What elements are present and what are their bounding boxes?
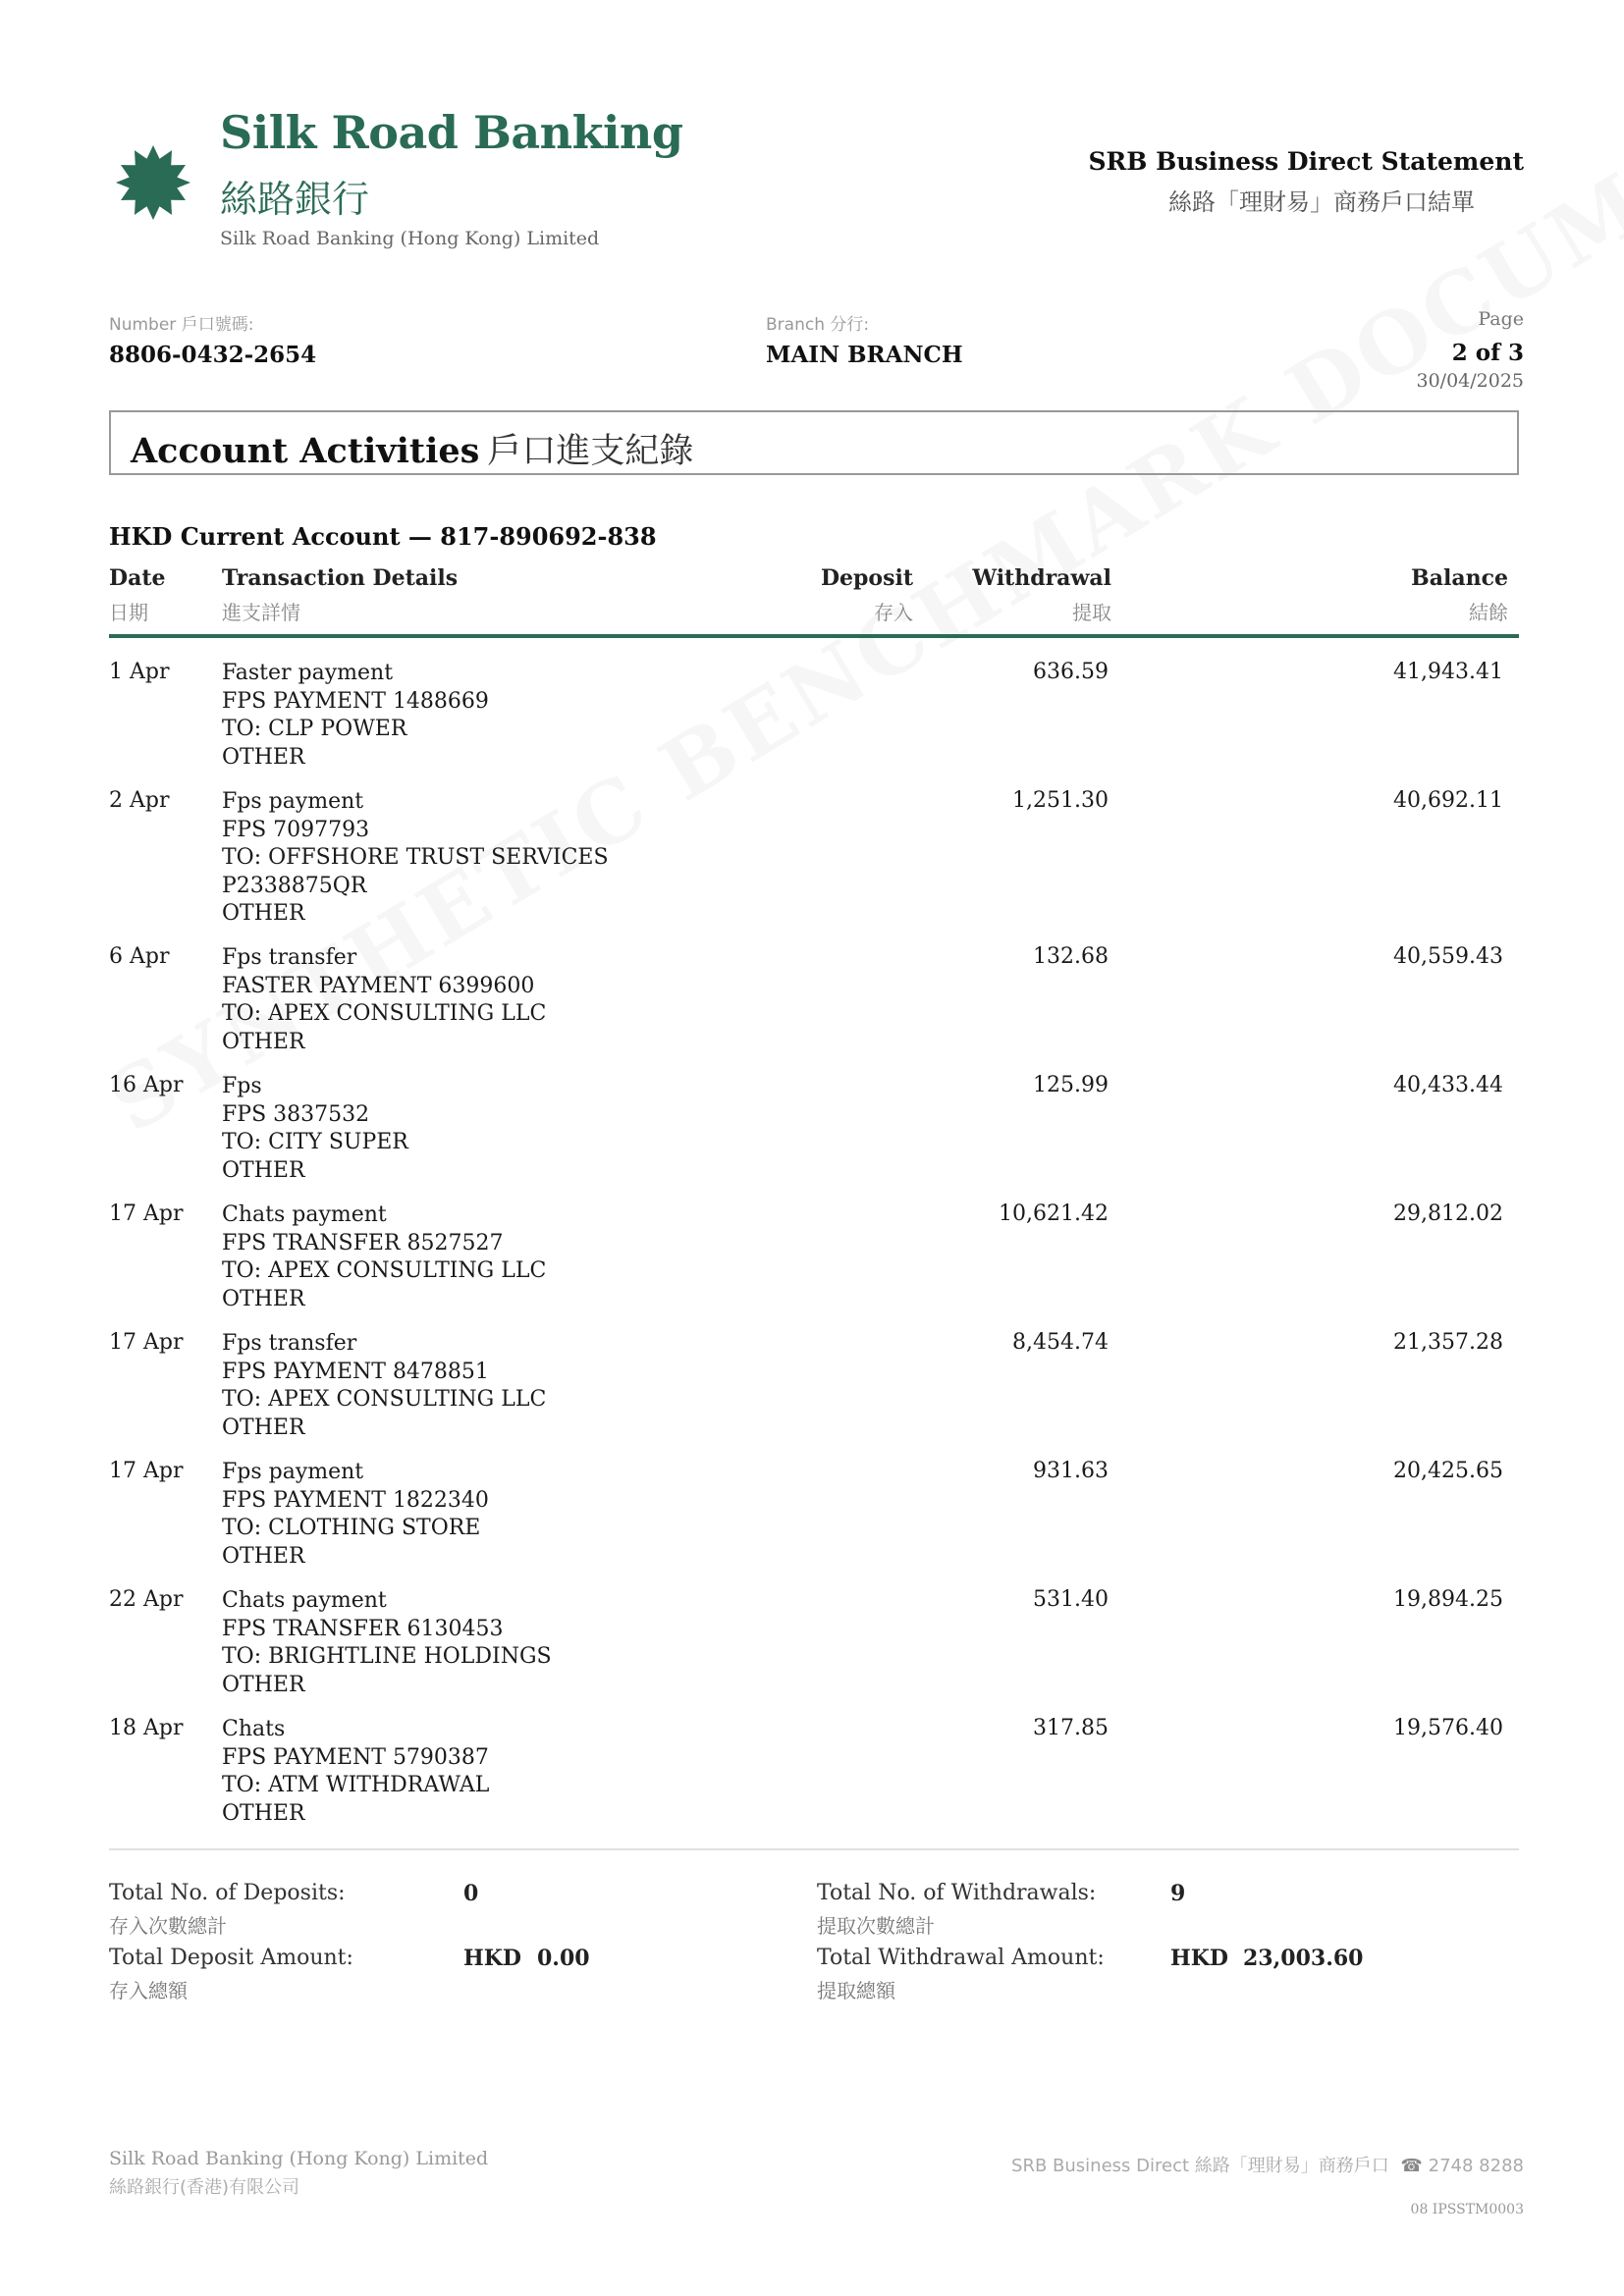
detail-line: Fps transfer [222, 945, 357, 970]
total-deposits-count-label-cn: 存入次數總計 [109, 1914, 227, 1938]
section-title-box [109, 410, 1519, 475]
detail-line: OTHER [222, 1029, 305, 1054]
account-number-label: Number 戶口號碼: [109, 315, 254, 335]
row-withdrawal: 1,251.30 [1012, 788, 1109, 813]
detail-line: OTHER [222, 901, 305, 926]
brand-name-cn: 絲路銀行 [220, 178, 370, 221]
detail-line: Faster payment [222, 661, 394, 685]
account-heading: HKD Current Account — 817-890692-838 [109, 522, 657, 551]
column-header-deposit: Deposit [820, 565, 913, 591]
brand-name: Silk Road Banking [220, 106, 683, 159]
row-balance: 19,576.40 [1393, 1716, 1503, 1740]
detail-line: FPS PAYMENT 8478851 [222, 1359, 489, 1384]
statement-title: SRB Business Direct Statement [1088, 147, 1524, 176]
column-header-date: Date [109, 565, 166, 591]
section-title [131, 424, 693, 473]
row-date: 17 Apr [109, 1459, 184, 1483]
detail-line: TO: CLP POWER [222, 717, 407, 741]
row-balance: 29,812.02 [1393, 1201, 1503, 1226]
row-details [222, 1330, 546, 1442]
row-details [222, 1459, 489, 1571]
column-header-balance-cn: 結餘 [1469, 601, 1508, 624]
row-withdrawal: 317.85 [1033, 1716, 1109, 1740]
detail-line: FPS TRANSFER 6130453 [222, 1616, 504, 1641]
footer-legal-name-cn: 絲路銀行(香港)有限公司 [109, 2177, 300, 2198]
row-details [222, 1073, 408, 1185]
total-withdrawal-amount-label: Total Withdrawal Amount: [817, 1946, 1105, 1970]
section-title-cn: 戶口進支紀錄 [487, 432, 694, 471]
detail-line: TO: APEX CONSULTING LLC [222, 1001, 547, 1026]
total-withdrawal-currency: HKD [1170, 1946, 1228, 1971]
detail-line: TO: ATM WITHDRAWAL [222, 1773, 490, 1797]
phone-icon: ☎ [1400, 2156, 1423, 2176]
bank-logo-icon [116, 145, 190, 220]
row-date: 1 Apr [109, 660, 170, 684]
detail-line: TO: CLOTHING STORE [222, 1516, 481, 1540]
page-number: 2 of 3 [1451, 340, 1524, 366]
detail-line: OTHER [222, 1415, 305, 1440]
detail-line: TO: OFFSHORE TRUST SERVICES [222, 845, 609, 870]
detail-line: TO: CITY SUPER [222, 1130, 408, 1154]
page-label: Page [1478, 308, 1524, 330]
row-balance: 40,559.43 [1393, 944, 1503, 969]
column-header-withdrawal-cn: 提取 [1072, 601, 1111, 624]
total-withdrawals-count-label: Total No. of Withdrawals: [817, 1881, 1097, 1905]
row-withdrawal: 125.99 [1033, 1073, 1109, 1097]
row-details [222, 1716, 489, 1828]
detail-line: OTHER [222, 1543, 305, 1569]
total-withdrawals-count: 9 [1170, 1881, 1186, 1906]
statement-date: 30/04/2025 [1416, 370, 1524, 392]
detail-line: Chats payment [222, 1202, 387, 1227]
row-date: 17 Apr [109, 1330, 184, 1355]
detail-line: Fps payment [222, 789, 364, 814]
detail-line: OTHER [222, 1157, 305, 1183]
detail-line: FPS 7097793 [222, 817, 370, 842]
footer-phone: 2748 8288 [1428, 2156, 1524, 2176]
row-date: 17 Apr [109, 1201, 184, 1226]
detail-line: TO: APEX CONSULTING LLC [222, 1258, 547, 1283]
footer-service-name: SRB Business Direct 絲路「理財易」商務戶口 [1011, 2156, 1389, 2176]
total-deposits-count: 0 [463, 1881, 479, 1906]
row-date: 6 Apr [109, 944, 170, 969]
detail-line: FPS PAYMENT 1488669 [222, 688, 489, 714]
column-header-details-cn: 進支詳情 [222, 601, 300, 624]
total-deposit-amount-label-cn: 存入總額 [109, 1979, 188, 2002]
row-date: 16 Apr [109, 1073, 184, 1097]
total-withdrawal-amount: 23,003.60 [1243, 1946, 1364, 1971]
detail-line: Fps payment [222, 1460, 364, 1484]
row-details [222, 944, 546, 1056]
detail-line: OTHER [222, 1800, 305, 1826]
detail-line: TO: BRIGHTLINE HOLDINGS [222, 1644, 552, 1669]
detail-line: OTHER [222, 1672, 305, 1697]
header-divider [109, 634, 1519, 638]
footer-form-code: 08 IPSSTM0003 [1410, 2202, 1524, 2217]
row-date: 22 Apr [109, 1587, 184, 1612]
row-balance: 41,943.41 [1393, 660, 1503, 684]
column-header-deposit-cn: 存入 [874, 601, 913, 624]
row-date: 2 Apr [109, 788, 170, 813]
detail-line: Fps [222, 1074, 262, 1098]
branch-value: MAIN BRANCH [766, 342, 963, 368]
total-withdrawals-count-label-cn: 提取次數總計 [817, 1914, 935, 1938]
row-details [222, 1201, 546, 1313]
account-number-value: 8806-0432-2654 [109, 342, 317, 368]
detail-line: Fps transfer [222, 1331, 357, 1356]
row-details [222, 788, 609, 929]
statement-title-cn: 絲路「理財易」商務戶口結單 [1168, 188, 1475, 216]
column-header-date-cn: 日期 [109, 601, 148, 624]
detail-line: FPS PAYMENT 1822340 [222, 1487, 489, 1513]
section-title-en: Account Activities [131, 431, 480, 471]
row-balance: 19,894.25 [1393, 1587, 1503, 1612]
detail-line: Chats [222, 1717, 286, 1741]
detail-line: FASTER PAYMENT 6399600 [222, 973, 535, 998]
table-end-divider [109, 1848, 1519, 1850]
column-header-balance: Balance [1411, 565, 1508, 591]
detail-line: OTHER [222, 1286, 305, 1311]
row-balance: 20,425.65 [1393, 1459, 1503, 1483]
total-deposit-currency: HKD [463, 1946, 521, 1971]
detail-line: FPS PAYMENT 5790387 [222, 1744, 489, 1770]
row-withdrawal: 636.59 [1033, 660, 1109, 684]
total-deposits-count-label: Total No. of Deposits: [109, 1881, 346, 1905]
row-withdrawal: 10,621.42 [999, 1201, 1109, 1226]
brand-legal-name: Silk Road Banking (Hong Kong) Limited [220, 228, 600, 249]
row-date: 18 Apr [109, 1716, 184, 1740]
branch-label: Branch 分行: [766, 315, 870, 335]
detail-line: TO: APEX CONSULTING LLC [222, 1387, 547, 1412]
total-withdrawal-amount-label-cn: 提取總額 [817, 1979, 895, 2002]
row-details [222, 1587, 552, 1699]
row-details [222, 660, 489, 772]
detail-line: FPS TRANSFER 8527527 [222, 1230, 504, 1255]
detail-line: FPS 3837532 [222, 1101, 370, 1127]
row-withdrawal: 531.40 [1033, 1587, 1109, 1612]
row-withdrawal: 8,454.74 [1012, 1330, 1109, 1355]
total-deposit-amount: 0.00 [537, 1946, 590, 1971]
footer-legal-name: Silk Road Banking (Hong Kong) Limited [109, 2148, 489, 2169]
row-balance: 40,692.11 [1393, 788, 1503, 813]
row-withdrawal: 132.68 [1033, 944, 1109, 969]
footer-service-line [1011, 2152, 1524, 2177]
row-balance: 40,433.44 [1393, 1073, 1503, 1097]
detail-line: Chats payment [222, 1588, 387, 1613]
detail-line: P2338875QR [222, 873, 367, 898]
row-balance: 21,357.28 [1393, 1330, 1503, 1355]
detail-line: OTHER [222, 744, 305, 770]
total-deposit-amount-label: Total Deposit Amount: [109, 1946, 353, 1970]
column-header-details: Transaction Details [222, 565, 459, 591]
column-header-withdrawal: Withdrawal [972, 565, 1111, 591]
row-withdrawal: 931.63 [1033, 1459, 1109, 1483]
